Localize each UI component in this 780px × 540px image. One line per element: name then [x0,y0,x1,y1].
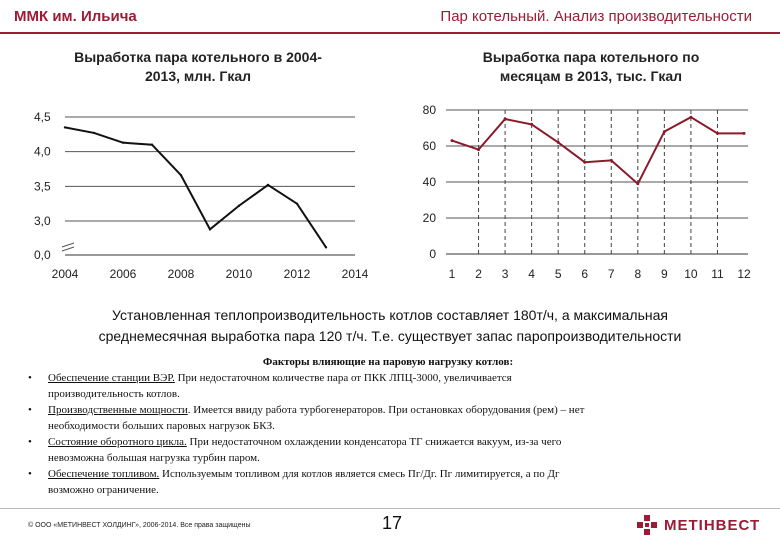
x-tick-label: 2006 [109,267,137,281]
left-chart-title-line: 2013, млн. Гкал [144,68,252,84]
statement-line: Установленная теплопроизводительность котлов составляет 180т/ч, а максимальная [111,307,668,323]
x-tick-label: 11 [711,267,724,281]
y-tick-label: 60 [422,139,436,153]
left-chart-title-line: Выработка пара котельного в 2004- [74,49,322,65]
logo-mark-icon [636,514,658,536]
bullet: • [28,436,32,448]
statement-line: среднемесячная выработка пара 120 т/ч. Т.е. существует запас паропроизводительности [98,328,682,344]
factor-term: Состояние оборотного цикла. [48,436,187,448]
y-tick-label: 4,5 [34,110,51,124]
x-tick-label: 8 [634,267,642,281]
factor-text: возможно ограничение. [48,484,159,496]
x-tick-label: 12 [737,267,751,281]
company-logo [636,514,760,536]
factor-text: производительность котлов. [48,388,180,400]
factor-text: При недостаточном охлаждении конденсатора ТГ снижается вакуум, из-за чего [186,436,562,448]
y-tick-label: 40 [422,175,436,189]
data-point [583,161,586,164]
factor-text: невозможна большая нагрузка турбин паром. [48,452,260,464]
logo-text: МЕТІНВЕСТ [664,516,761,534]
factor-text: При недостаточном количестве пара от ПКК ЛПЦ-3000, увеличивается [174,372,512,384]
y-tick-label: 0 [429,247,436,261]
x-tick-label: 1 [448,267,456,281]
factor-term: Производственные мощности [48,404,188,416]
y-tick-label: 20 [422,211,436,225]
data-point [663,130,666,133]
bullet: • [28,468,32,480]
x-tick-label: 4 [528,267,535,281]
factor-text: . Имеется ввиду работа турбогенераторов. При остановках оборудования (рем) – нет [187,404,585,416]
capacity-statement [20,305,760,347]
data-point [610,159,613,162]
bullet: • [28,372,32,384]
x-tick-label: 9 [661,267,668,281]
factor-term: Обеспечение станции ВЭР. [48,372,175,384]
bullet: • [28,404,32,416]
series-line [452,117,744,184]
company-name: ММК им. Ильича [14,8,137,25]
x-tick-label: 2004 [51,267,79,281]
factors-section [28,354,748,498]
data-point [743,132,746,135]
x-tick-label: 2 [475,267,482,281]
data-point [451,139,454,142]
x-tick-label: 7 [607,267,615,281]
y-tick-label: 0,0 [34,248,51,262]
data-point [557,141,560,144]
x-tick-label: 5 [554,267,562,281]
page-number: 17 [382,513,403,533]
y-tick-label: 3,0 [34,214,51,228]
x-tick-label: 10 [684,267,698,281]
y-tick-label: 3,5 [34,179,51,194]
factor-text: Используемым топливом для котлов является смесь Пг/Дг. Пг лимитируется, а по Дг [159,468,560,480]
slide-title: Пар котельный. Анализ производительности [440,8,752,25]
copyright: © ООО «МЕТИНВЕСТ ХОЛДИНГ», 2006-2014. Все права защищены [28,522,251,529]
data-point [716,132,719,135]
right-chart-title-line: Выработка пара котельного по [482,49,700,65]
x-tick-label: 3 [501,267,509,281]
factor-item [28,402,748,434]
footer-divider [0,508,780,509]
x-tick-label: 6 [581,267,589,281]
data-point [504,118,507,121]
x-tick-label: 2014 [341,267,369,281]
x-tick-label: 2012 [283,267,311,281]
right-chart-title-line: месяцам в 2013, тыс. Гкал [499,68,683,84]
factor-item [28,434,748,466]
x-tick-label: 2010 [225,267,253,281]
data-point [636,182,639,185]
factors-heading: Факторы влияющие на паровую нагрузку котлов: [262,356,514,368]
x-tick-label: 2008 [167,267,195,281]
y-tick-label: 80 [422,103,436,117]
data-point [477,148,480,151]
factor-item [28,370,748,402]
factor-text: необходимости больших паровых нагрузок БКЗ. [48,420,275,432]
factor-term: Обеспечение топливом. [48,468,160,480]
y-tick-label: 4,0 [34,144,51,159]
factor-item [28,466,748,498]
data-point [530,123,533,126]
data-point [689,116,692,119]
